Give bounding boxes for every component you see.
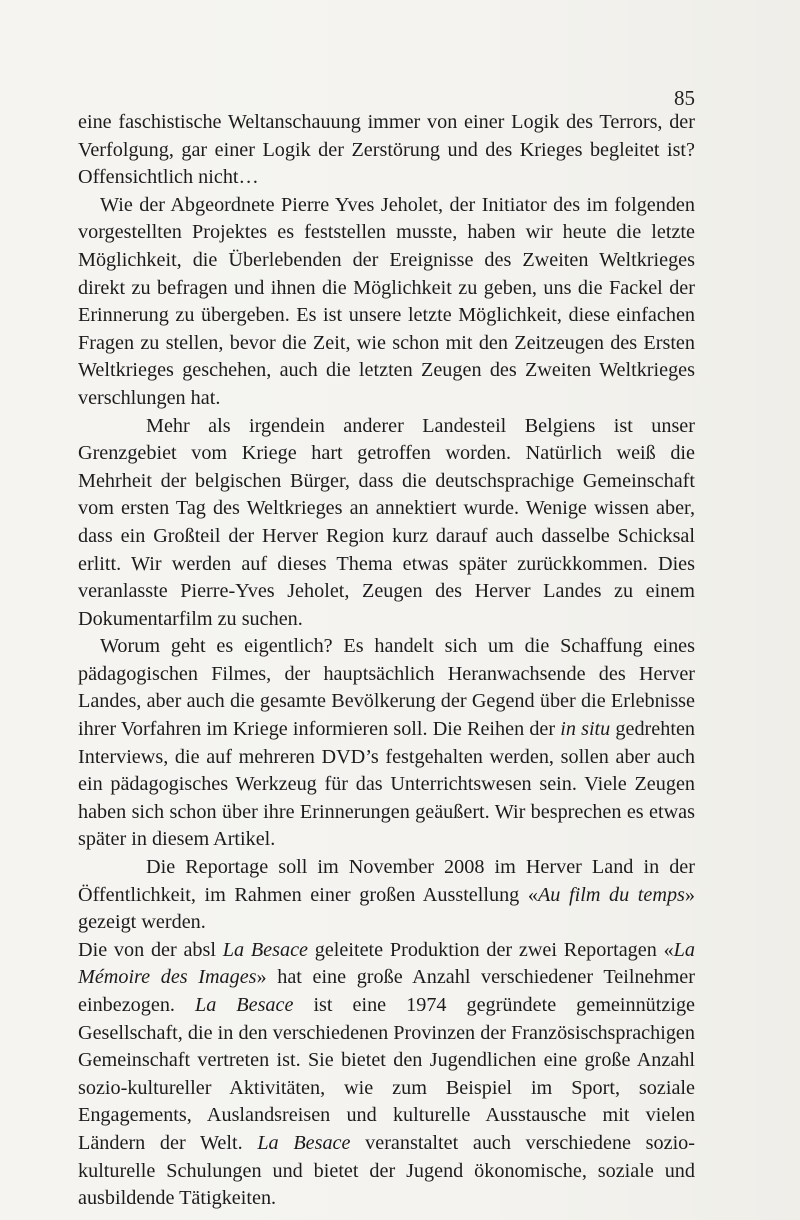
- text-run: gedrehten Interviews, die auf mehreren DVD’s festgehalten werden, sollen aber auch ein pädagogisches Werkzeug für das Unterrichtswesen sein. Viele Zeugen haben sich schon über ihre Erinnerungen geäußert. Wir besprechen es etwas später in diesem Artikel.: [78, 718, 695, 851]
- text-run: Die Reportage soll im November 2008 im Herver Land in der Öffentlichkeit, im Rahmen einer großen Ausstellung «: [78, 856, 695, 906]
- text-run: Worum geht es eigentlich? Es handelt sich um die Schaffung eines pädagogischen Filmes, der hauptsächlich Heranwachsende des Herver Landes, aber auch die gesamte Bevölkerung der Gegend über die Erlebnisse ihrer Vorfahren im Kriege informieren soll. Die Reihen der: [78, 635, 695, 741]
- italic-text: La Besace: [222, 938, 308, 961]
- italic-text: in situ: [560, 718, 611, 741]
- italic-text: La Besace: [257, 1131, 351, 1154]
- text-run: » hat eine große Anzahl verschiedener Teilnehmer einbezogen.: [78, 966, 695, 1016]
- paragraph: [78, 854, 695, 937]
- text-run: Wie der Abgeordnete Pierre Yves Jeholet, der Initiator des im folgenden vorgestellten Projektes es feststellen musste, haben wir heute die letzte Möglichkeit, die Überlebenden der Ereignisse des Zweiten Weltkrieges direkt zu befragen und ihnen die Möglichkeit zu geben, uns die Fackel der Erinnerung zu übergeben. Es ist unsere letzte Möglichkeit, diese einfachen Fragen zu stellen, bevor die Zeit, wie schon mit den Zeitzeugen des Ersten Weltkrieges geschehen, auch die letzten Zeugen des Zweiten Weltkrieges verschlungen hat.: [78, 193, 695, 409]
- paragraph: [78, 413, 695, 634]
- paragraph: [78, 192, 695, 413]
- body-text: [78, 109, 695, 1213]
- text-run: ist eine 1974 gegründete gemeinnützige Gesellschaft, die in den verschiedenen Provinzen der Französischsprachigen Gemeinschaft vertreten ist. Sie bietet den Jugendlichen eine große Anzahl sozio-kultureller Aktivitäten, wie zum Beispiel im Sport, soziale Engagements, Auslandsreisen und kulturelle Ausstausche mit vielen Ländern der Welt.: [78, 994, 696, 1154]
- paragraph: [78, 937, 695, 1213]
- text-run: geleitete Produktion der zwei Reportagen «: [308, 938, 674, 961]
- paragraph: [78, 109, 695, 192]
- text-run: veranstaltet auch verschiedene sozio-kulturelle Schulungen und bietet der Jugend ökonomische, soziale und ausbildende Tätigkeiten.: [78, 1131, 695, 1210]
- italic-text: La Besace: [194, 994, 294, 1016]
- text-run: Die von der absl: [78, 938, 223, 961]
- text-run: Mehr als irgendein anderer Landesteil Belgiens ist unser Grenzgebiet vom Kriege hart getroffen worden. Natürlich weiß die Mehrheit der belgischen Bürger, dass die deutschsprachige Gemeinschaft vom ersten Tag des Weltkrieges an annektiert wurde. Wenige wissen aber, dass ein Großteil der Herver Region kurz darauf auch dasselbe Schicksal erlitt. Wir werden auf dieses Thema etwas später zurückkommen. Dies veranlasste Pierre-Yves Jeholet, Zeugen des Herver Landes zu einem Dokumentarfilm zu suchen.: [78, 414, 695, 630]
- text-run: eine faschistische Weltanschauung immer von einer Logik des Terrors, der Verfolgung, gar einer Logik der Zerstörung und des Krieges begleitet ist? Offensichtlich nicht…: [78, 111, 695, 189]
- italic-text: La Mémoire des Images: [78, 938, 695, 989]
- page-number: 85: [674, 86, 695, 110]
- italic-text: Au film du temps: [537, 883, 685, 906]
- text-run: » gezeigt werden.: [78, 883, 695, 934]
- paragraph: [78, 633, 695, 854]
